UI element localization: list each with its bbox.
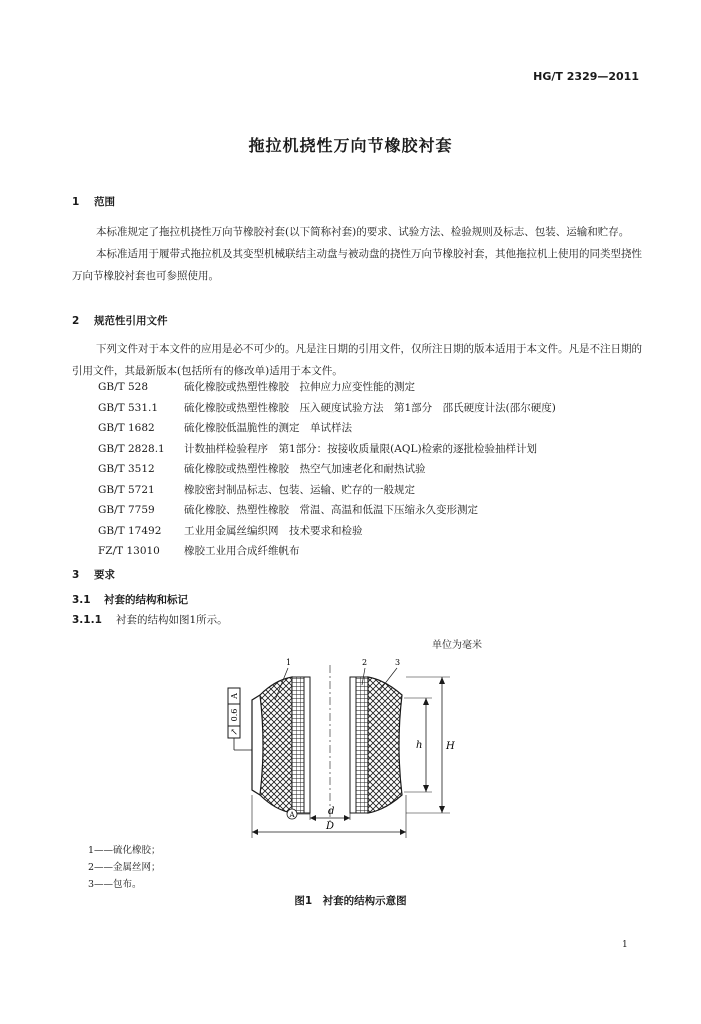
legend-item: 2——金属丝网； <box>88 862 161 873</box>
legend-item: 3——包布。 <box>88 879 142 890</box>
section-2-intro <box>72 338 644 382</box>
caption-label: 图1 <box>294 895 313 907</box>
reference-item <box>98 543 556 564</box>
reference-item <box>98 502 556 523</box>
subsection-3-1-heading <box>72 592 188 607</box>
section-3-heading <box>72 567 115 582</box>
reference-code: GB/T 17492 <box>98 524 162 537</box>
dimension-h: h <box>416 740 423 751</box>
bushing-structure-figure <box>220 650 460 840</box>
reference-title: 硫化橡胶或热塑性橡胶 拉伸应力应变性能的测定 <box>184 381 415 393</box>
reference-item <box>98 420 556 441</box>
reference-title: 硫化橡胶或热塑性橡胶 热空气加速老化和耐热试验 <box>184 463 426 475</box>
paragraph: 衬套的结构如图1所示。 <box>116 614 228 626</box>
paragraph: 下列文件对于本文件的应用是必不可少的。凡是注日期的引用文件，仅所注日期的版本适用于本文件。凡是不注日期的引用文件，其最新版本(包括所有的修改单)适用于本文件。 <box>72 343 642 377</box>
reference-item <box>98 482 556 503</box>
reference-code: FZ/T 13010 <box>98 545 160 557</box>
reference-title: 计数抽样检验程序 第1部分：按接收质量限(AQL)检索的逐批检验抽样计划 <box>184 442 538 455</box>
reference-list <box>98 379 556 564</box>
reference-code: GB/T 528 <box>98 381 149 393</box>
reference-item <box>98 400 556 421</box>
reference-code: GB/T 7759 <box>98 504 155 516</box>
reference-title: 工业用金属丝编织网 技术要求和检验 <box>184 524 363 537</box>
reference-item <box>98 379 556 400</box>
section-title: 衬套的结构和标记 <box>104 594 188 606</box>
section-number: 3.1 <box>72 594 91 606</box>
section-number: 1 <box>72 196 80 208</box>
page-number: 1 <box>622 940 628 950</box>
section-title: 要求 <box>94 569 115 581</box>
standard-number: HG/T 2329—2011 <box>533 70 639 83</box>
paragraph: 本标准适用于履带式拖拉机及其变型机械联结主动盘与被动盘的挠性万向节橡胶衬套，其他拖拉机上使用的同类型挠性万向节橡胶衬套也可参照使用。 <box>72 248 642 282</box>
datum-reference: A <box>230 693 239 699</box>
rubber-layer-right <box>368 677 402 813</box>
reference-title: 硫化橡胶低温脆性的测定 单试样法 <box>184 422 352 434</box>
reference-code: GB/T 1682 <box>98 422 155 434</box>
metal-mesh-left <box>292 677 304 813</box>
dimension-d: d <box>328 806 335 817</box>
callout-1: 1 <box>286 658 292 667</box>
inner-bore-left <box>304 677 310 813</box>
callout-2: 2 <box>362 658 368 667</box>
figure-caption <box>0 893 701 908</box>
subsection-3-1-1 <box>72 612 228 627</box>
section-number: 2 <box>72 315 80 327</box>
section-number: 3 <box>72 569 80 581</box>
tolerance-value: 0.6 <box>230 708 239 722</box>
section-number: 3.1.1 <box>72 614 102 626</box>
reference-item <box>98 441 556 462</box>
geometric-tolerance-frame <box>228 688 252 750</box>
figure-legend <box>88 842 161 893</box>
caption-text: 衬套的结构示意图 <box>322 895 407 907</box>
reference-item <box>98 523 556 544</box>
dimension-H: H <box>446 741 455 752</box>
callout-3: 3 <box>395 658 401 667</box>
reference-title: 硫化橡胶或热塑性橡胶 压入硬度试验方法 第1部分 邵氏硬度计法(邵尔硬度) <box>184 401 556 414</box>
reference-title: 橡胶密封制品标志、包装、运输、贮存的一般规定 <box>184 483 415 496</box>
section-title: 范围 <box>94 196 115 208</box>
dimension-D: D <box>326 821 335 832</box>
legend-item: 1——硫化橡胶； <box>88 845 161 856</box>
section-2-heading <box>72 313 168 328</box>
section-1-body <box>72 221 644 287</box>
reference-code: GB/T 3512 <box>98 463 155 475</box>
section-1-heading <box>72 194 115 209</box>
reference-title: 橡胶工业用合成纤维帆布 <box>184 545 300 557</box>
reference-title: 硫化橡胶、热塑性橡胶 常温、高温和低温下压缩永久变形测定 <box>184 504 478 516</box>
metal-mesh-right <box>356 677 368 813</box>
unit-note: 单位为毫米 <box>432 640 482 651</box>
inner-bore-right <box>350 677 356 813</box>
runout-symbol: ↗ <box>230 728 240 736</box>
reference-code: GB/T 531.1 <box>98 401 159 414</box>
reference-code: GB/T 2828.1 <box>98 442 165 455</box>
datum-A: A <box>289 811 295 819</box>
section-title: 规范性引用文件 <box>94 315 168 327</box>
reference-item <box>98 461 556 482</box>
reference-code: GB/T 5721 <box>98 483 155 496</box>
page-title: 拖拉机挠性万向节橡胶衬套 <box>248 136 453 155</box>
paragraph: 本标准规定了拖拉机挠性万向节橡胶衬套(以下简称衬套)的要求、试验方法、检验规则及标志、包装、运输和贮存。 <box>96 226 630 238</box>
